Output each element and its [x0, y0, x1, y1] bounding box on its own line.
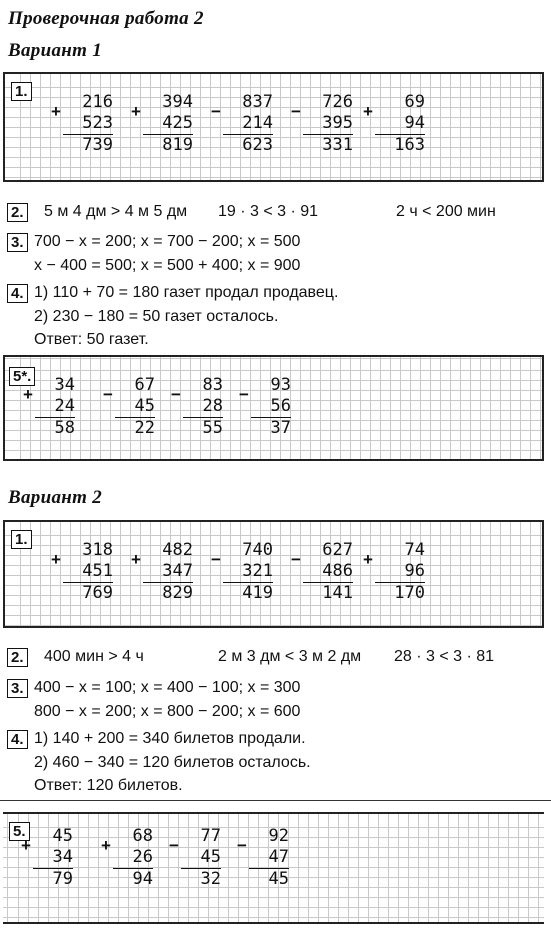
column-operand: 45 — [134, 396, 155, 416]
v2-task4-number: 4. — [7, 730, 28, 749]
column-calculation — [181, 826, 221, 890]
column-calculation — [249, 826, 289, 890]
column-result: 739 — [63, 134, 113, 156]
column-operand: 45 — [52, 826, 73, 846]
v1-task5-number: 5*. — [9, 367, 35, 386]
v1-task2-number: 2. — [7, 203, 28, 222]
column-result: 163 — [375, 134, 425, 156]
column-operand: 523 — [82, 113, 113, 133]
column-operand: 486 — [322, 561, 353, 581]
v1-task3-line2: x − 400 = 500; x = 500 + 400; x = 900 — [34, 257, 301, 274]
v1-task5-grid — [3, 355, 544, 461]
v1-task3-line1: 700 − x = 200; x = 700 − 200; x = 500 — [34, 233, 301, 250]
v2-task2-compare-b: 2 м 3 дм < 3 м 2 дм — [218, 648, 362, 665]
operation-sign: − — [239, 385, 249, 404]
v2-task5-number: 5. — [9, 822, 30, 841]
divider-line — [0, 800, 551, 801]
column-result: 22 — [115, 417, 155, 439]
column-result: 32 — [181, 868, 221, 890]
column-result: 94 — [113, 868, 153, 890]
operation-sign: + — [51, 550, 61, 569]
column-operand: 425 — [162, 113, 193, 133]
column-operand: 69 — [404, 92, 425, 112]
column-operand: 34 — [52, 847, 73, 867]
column-calculation — [223, 540, 273, 604]
column-calculation — [375, 540, 425, 604]
column-operand: 83 — [202, 375, 223, 395]
column-result: 829 — [143, 582, 193, 604]
column-result: 769 — [63, 582, 113, 604]
operation-sign: + — [23, 385, 33, 404]
column-operand: 482 — [162, 540, 193, 560]
operation-sign: − — [103, 385, 113, 404]
operation-sign: − — [211, 550, 221, 569]
v2-task4-answer: Ответ: 120 билетов. — [34, 777, 183, 794]
column-operand: 28 — [202, 396, 223, 416]
column-operand: 68 — [132, 826, 153, 846]
column-calculation — [143, 540, 193, 604]
column-calculation — [251, 375, 291, 439]
v1-task2-compare-a: 5 м 4 дм > 4 м 5 дм — [44, 203, 188, 220]
operation-sign: − — [237, 836, 247, 855]
column-calculation — [143, 92, 193, 156]
v1-task2-compare-c: 2 ч < 200 мин — [396, 203, 496, 220]
v2-task3-number: 3. — [7, 679, 28, 698]
column-operand: 451 — [82, 561, 113, 581]
variant-2-heading: Вариант 2 — [8, 487, 103, 508]
column-calculation — [375, 92, 425, 156]
column-calculation — [183, 375, 223, 439]
column-result: 819 — [143, 134, 193, 156]
v2-task5-grid — [3, 812, 544, 924]
column-calculation — [223, 92, 273, 156]
column-calculation — [303, 92, 353, 156]
column-result: 45 — [249, 868, 289, 890]
operation-sign: + — [51, 102, 61, 121]
v1-task1-grid — [3, 72, 544, 182]
column-operand: 67 — [134, 375, 155, 395]
operation-sign: − — [169, 836, 179, 855]
operation-sign: + — [21, 836, 31, 855]
column-operand: 93 — [270, 375, 291, 395]
operation-sign: − — [171, 385, 181, 404]
column-operand: 92 — [268, 826, 289, 846]
column-result: 55 — [183, 417, 223, 439]
column-result: 331 — [303, 134, 353, 156]
column-operand: 321 — [242, 561, 273, 581]
column-operand: 77 — [200, 826, 221, 846]
column-result: 37 — [251, 417, 291, 439]
v1-task4-line2: 2) 230 − 180 = 50 газет осталось. — [34, 308, 279, 325]
column-calculation — [63, 92, 113, 156]
column-result: 419 — [223, 582, 273, 604]
v2-task3-line2: 800 − x = 200; x = 800 − 200; x = 600 — [34, 703, 301, 720]
column-operand: 216 — [82, 92, 113, 112]
v2-task3-line1: 400 − x = 100; x = 400 − 100; x = 300 — [34, 679, 301, 696]
operation-sign: + — [363, 550, 373, 569]
page-title: Проверочная работа 2 — [8, 8, 204, 29]
v2-task4-line1: 1) 140 + 200 = 340 билетов продали. — [34, 730, 306, 747]
column-operand: 395 — [322, 113, 353, 133]
column-operand: 627 — [322, 540, 353, 560]
column-calculation — [115, 375, 155, 439]
column-operand: 394 — [162, 92, 193, 112]
column-calculation — [33, 826, 73, 890]
v2-task1-grid — [3, 520, 544, 628]
v1-task4-answer: Ответ: 50 газет. — [34, 331, 149, 348]
column-operand: 47 — [268, 847, 289, 867]
column-operand: 56 — [270, 396, 291, 416]
operation-sign: − — [291, 550, 301, 569]
column-operand: 45 — [200, 847, 221, 867]
v1-task4-number: 4. — [7, 284, 28, 303]
column-result: 141 — [303, 582, 353, 604]
operation-sign: + — [101, 836, 111, 855]
operation-sign: + — [131, 102, 141, 121]
v2-task2-compare-a: 400 мин > 4 ч — [44, 648, 144, 665]
v1-task3-number: 3. — [7, 233, 28, 252]
column-result: 623 — [223, 134, 273, 156]
column-operand: 318 — [82, 540, 113, 560]
column-result: 58 — [35, 417, 75, 439]
operation-sign: − — [211, 102, 221, 121]
column-calculation — [63, 540, 113, 604]
column-calculation — [303, 540, 353, 604]
column-calculation — [35, 375, 75, 439]
v2-task2-number: 2. — [7, 648, 28, 667]
column-operand: 94 — [404, 113, 425, 133]
column-operand: 26 — [132, 847, 153, 867]
column-calculation — [113, 826, 153, 890]
v1-task2-compare-b: 19 · 3 < 3 · 91 — [218, 203, 319, 220]
v2-task4-line2: 2) 460 − 340 = 120 билетов осталось. — [34, 754, 311, 771]
v2-task2-compare-c: 28 · 3 < 3 · 81 — [394, 648, 495, 665]
v1-task1-number: 1. — [11, 82, 32, 101]
operation-sign: + — [363, 102, 373, 121]
column-operand: 74 — [404, 540, 425, 560]
v1-task4-line1: 1) 110 + 70 = 180 газет продал продавец. — [34, 284, 339, 301]
operation-sign: − — [291, 102, 301, 121]
column-operand: 34 — [54, 375, 75, 395]
column-operand: 837 — [242, 92, 273, 112]
operation-sign: + — [131, 550, 141, 569]
column-operand: 214 — [242, 113, 273, 133]
column-result: 170 — [375, 582, 425, 604]
column-operand: 726 — [322, 92, 353, 112]
column-result: 79 — [33, 868, 73, 890]
v2-task1-number: 1. — [11, 530, 32, 549]
variant-1-heading: Вариант 1 — [8, 40, 103, 61]
column-operand: 24 — [54, 396, 75, 416]
column-operand: 347 — [162, 561, 193, 581]
column-operand: 740 — [242, 540, 273, 560]
column-operand: 96 — [404, 561, 425, 581]
